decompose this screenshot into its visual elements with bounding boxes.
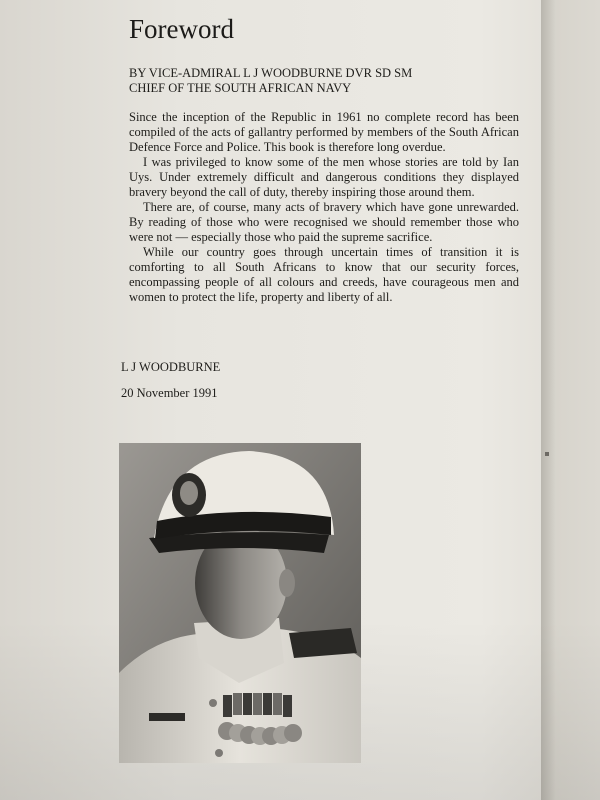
foreword-body <box>129 110 519 305</box>
byline-line-2: CHIEF OF THE SOUTH AFRICAN NAVY <box>129 81 352 95</box>
paragraph-4: While our country goes through uncertain times of transition it is comforting to all South Africans to know that our security forces, encompassing people of all colours and creeds, have courageous men and women to protect the life, property and liberty of all. <box>129 245 519 304</box>
portrait-photo-icon <box>119 443 361 763</box>
paragraph-2: I was privileged to know some of the men whose stories are told by Ian Uys. Under extremely difficult and dangerous conditions they displayed bravery beyond the call of duty, thereby inspiring those around them. <box>129 155 519 199</box>
paragraph-3: There are, of course, many acts of bravery which have gone unrewarded. By reading of those who were recognised we should remember those who were not — especially those who paid the supreme sacrifice. <box>129 200 519 244</box>
paragraph-1: Since the inception of the Republic in 1961 no complete record has been compiled of the acts of gallantry performed by members of the South African Defence Force and Police. This book is therefore long overdue. <box>129 110 519 154</box>
page-title: Foreword <box>129 14 234 44</box>
signature: L J WOODBURNE <box>121 360 221 374</box>
signature-date: 20 November 1991 <box>121 386 218 400</box>
portrait-photo <box>119 443 361 763</box>
byline-line-1: BY VICE-ADMIRAL L J WOODBURNE DVR SD SM <box>129 66 413 80</box>
page-edge-mark <box>545 452 549 456</box>
byline <box>129 66 412 96</box>
